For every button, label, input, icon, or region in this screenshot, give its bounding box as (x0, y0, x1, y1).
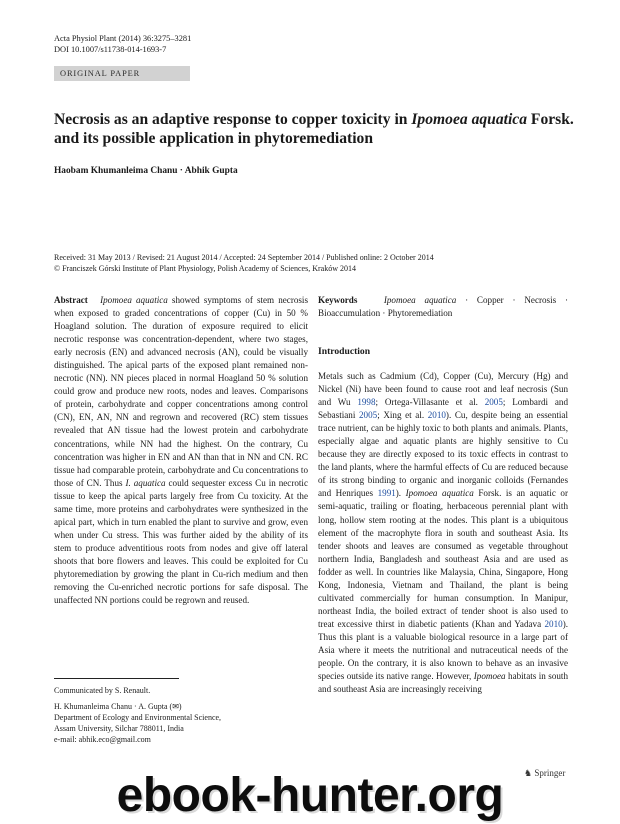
journal-citation: Acta Physiol Plant (2014) 36:3275–3281 (54, 34, 192, 43)
footnote-divider (54, 678, 179, 679)
citation-link[interactable]: 1991 (377, 488, 396, 499)
citation-link[interactable]: 2010 (427, 410, 446, 421)
introduction-heading: Introduction (318, 346, 371, 357)
email: e-mail: abhik.eco@gmail.com (54, 735, 151, 744)
citation-link[interactable]: 2005 (484, 397, 503, 408)
authors: Haobam Khumanleima Chanu · Abhik Gupta (54, 166, 238, 176)
article-type-badge: ORIGINAL PAPER (54, 66, 190, 81)
abstract-heading: Abstract (54, 295, 88, 305)
communicated-by: Communicated by S. Renault. (54, 686, 151, 695)
article-history (54, 252, 574, 274)
dates-line: Received: 31 May 2013 / Revised: 21 August 2014 / Accepted: 24 September 2014 / Published online: 2 October 2014 (54, 253, 434, 262)
abstract: Abstract Ipomoea aquatica showed symptoms of stem necrosis when exposed to graded concentrations of copper (Cu) in 50 % Hoagland solution. The duration of exposure required to elicit necrotic response was concentration-dependent, where two stages, early necrosis (EN) and advanced necrosis (AN), could be visually distinguished. The apical parts of the exposed plant remained non-necrotic (NN). NN pieces placed in normal Hoagland 50 % solution could grow and produce new roots, nodes and leaves. Comparisons of protein, carbohydrate and copper concentrations among control (CN), EN, AN, NN and regrown and recovered (RC) stem tissues revealed that AN tissue had the lowest protein and carbohydrate concentrations, while NN had the highest. On the contrary, Cu concentration was higher in EN and AN than that in NN and CN. RC tissue had comparable protein, carbohydrate and Cu concentrations to those of CN. Thus I. aquatica could sequester excess Cu in necrotic tissue to keep the apical parts largely free from Cu toxicity. At the same time, more proteins and carbohydrates were synthesized in the apical part, which in turn enabled the plant to survive and grow, even when under Cu stress. This was further aided by the ability of its stem to produce adventitious roots from nodes and give off lateral shoots that bore flowers and leaves. This could be exploited for Cu phytoremediation by growing the plant in Cu-rich medium and then removing the Cu-enriched necrotic portions for safe disposal. The unaffected NN portions could be regrown and reused. (54, 295, 309, 606)
journal-doi: DOI 10.1007/s11738-014-1693-7 (54, 45, 167, 54)
citation-link[interactable]: 2010 (544, 618, 563, 629)
publisher-logo: ♞ Springer (524, 768, 566, 778)
citation-link[interactable]: 2005 (359, 410, 378, 421)
watermark: ebook-hunter.org (116, 769, 504, 822)
keywords: Keywords Ipomoea aquatica · Copper · Necrosis · Bioaccumulation · Phytoremediation (318, 295, 568, 319)
affiliation: H. Khumanleima Chanu · A. Gupta (✉) Department of Ecology and Environmental Science, Assam University, Silchar 788011, India e-mail: abhik.eco@gmail.com (54, 702, 222, 744)
journal-header (54, 33, 191, 55)
copyright-line: © Franciszek Górski Institute of Plant Physiology, Polish Academy of Sciences, Kraków 2014 (54, 264, 356, 273)
introduction-body: Metals such as Cadmium (Cd), Copper (Cu), Mercury (Hg) and Nickel (Ni) have been found to cause root and leaf necrosis (Sun and Wu 1998; Ortega-Villasante et al. 2005; Lombardi and Sebastiani 2005; Xing et al. 2010). Cu, despite being an essential trace nutrient, can be highly toxic to both plants and animals. Plants, especially algae and aquatic plants are highly sensitive to Cu because they are directly exposed to its toxic effects in contrast to the land plants, where the harmful effects of Cu are reduced because of its strong binding to organic and inorganic colloids (Fernandes and Henriques 1991). Ipomoea aquatica Forsk. is an aquatic or semi-aquatic, trailing or floating, herbaceous perennial plant with long, hollow stem rooting at the nodes. This plant is a ubiquitous element of the macrophyte flora in south and southeast Asia. Its tender shoots and leaves are consumed as vegetable throughout northern India, Bangladesh and southeast Asia and are used as fodder as well. In countries like Malaysia, China, Singapore, Hong Kong, Indonesia, Vietnam and Thailand, the plant is being cultivated commercially for human consumption. In Manipur, northeast India, the boiled extract of tender shoot is also used to treat excessive thirst in diabetic patients (Khan and Yadava 2010). Thus this plant is a valuable biological resource in a large part of Asia where it meets the nutritional and nutraceutical needs of the people. On the contrary, it is also known to behave as an invasive species outside its native range. However, Ipomoea habitats in south and southeast Asia are increasingly receiving (318, 371, 568, 695)
paper-title: Necrosis as an adaptive response to copper toxicity in Ipomoea aquatica Forsk. and its possible application in phytoremediation (54, 111, 574, 147)
keywords-heading: Keywords (318, 295, 358, 305)
springer-horse-icon: ♞ (524, 768, 533, 778)
citation-link[interactable]: 1998 (357, 397, 376, 408)
